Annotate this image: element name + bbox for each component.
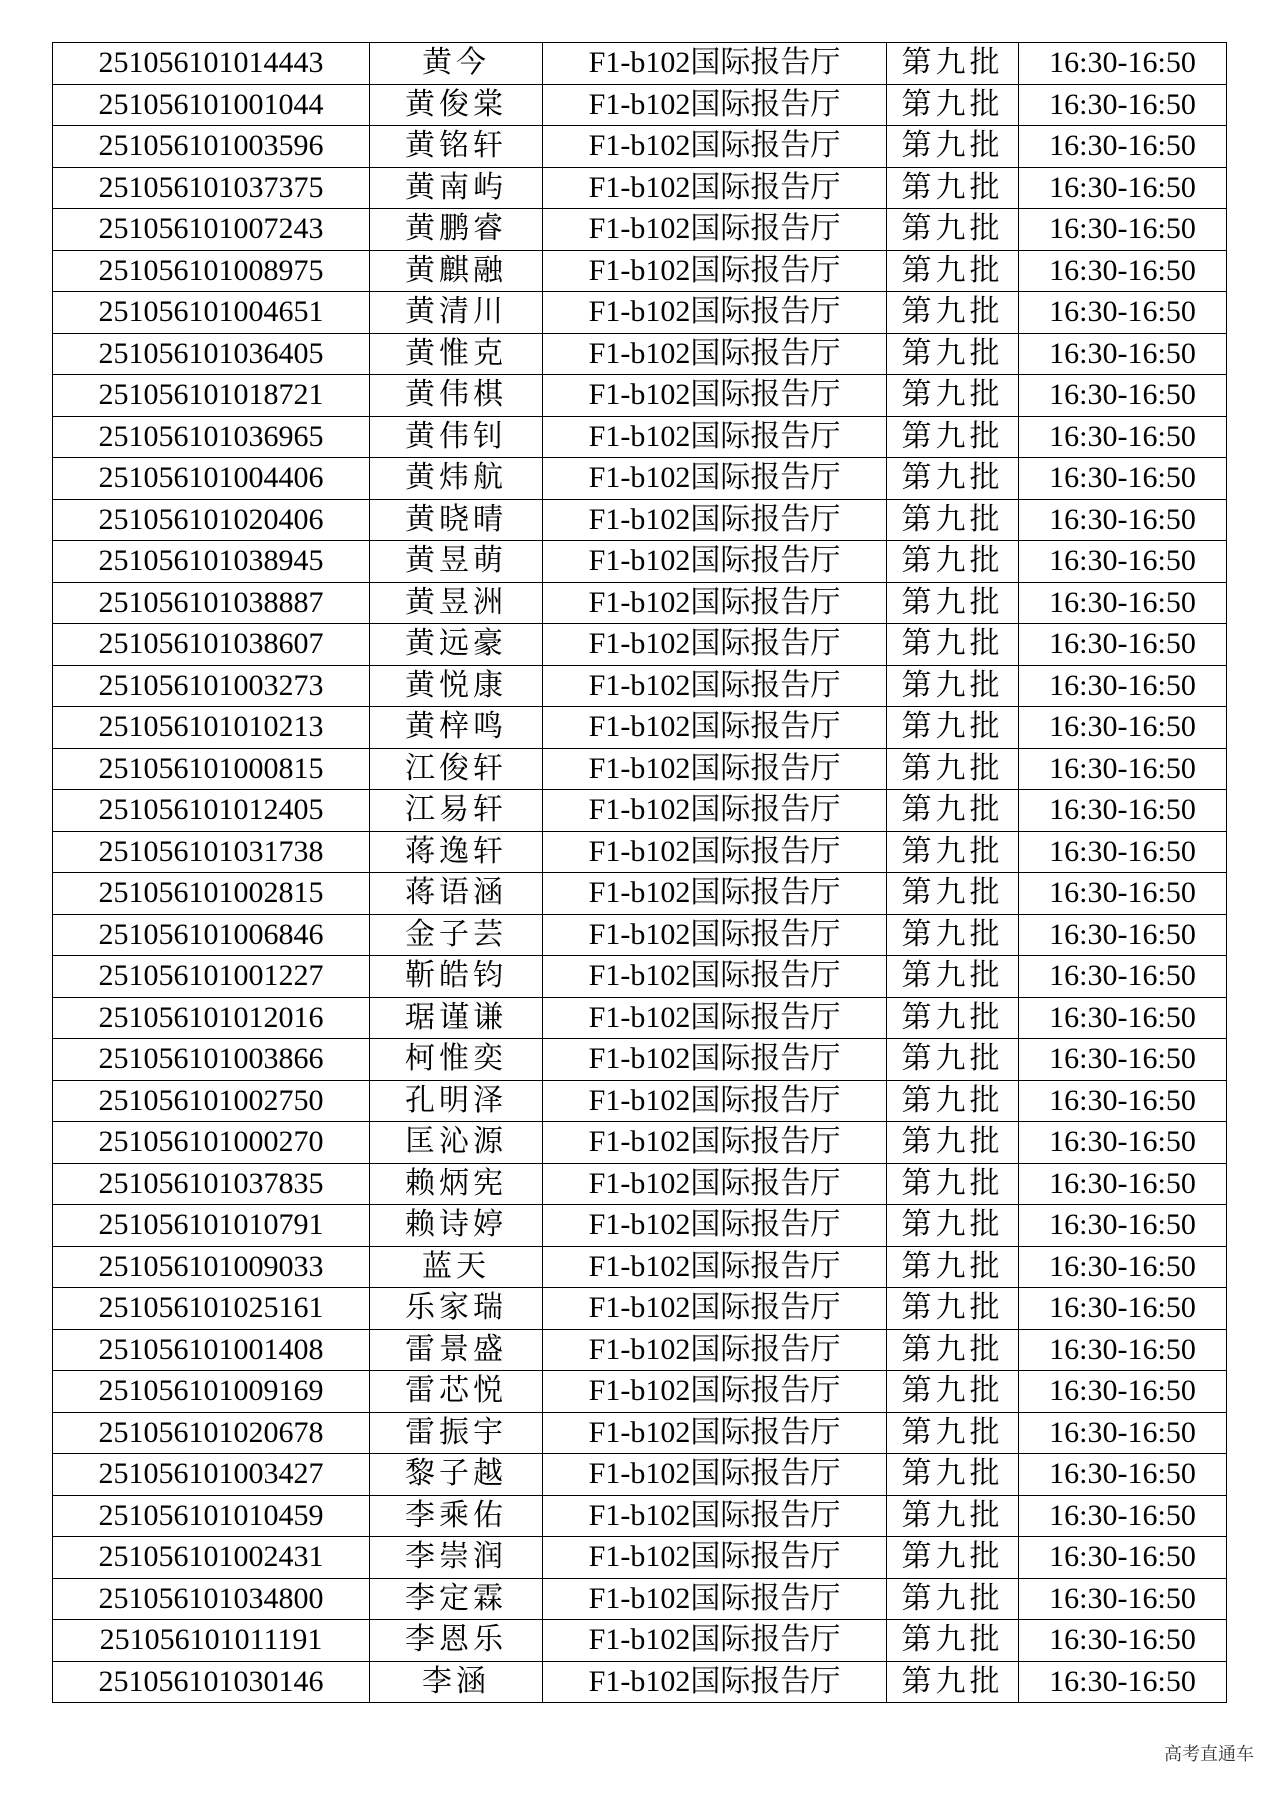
candidate-name-cell: 李恩乐 [370,1620,543,1662]
time-slot-cell: 16:30-16:50 [1019,292,1227,334]
candidate-id-cell: 251056101014443 [53,43,370,85]
table-row [53,1246,1227,1288]
exam-room-cell: F1-b102国际报告厅 [543,997,887,1039]
candidate-name-cell: 黄铭轩 [370,126,543,168]
candidate-name-cell: 雷芯悦 [370,1371,543,1413]
candidate-id-cell: 251056101000815 [53,748,370,790]
table-row [53,209,1227,251]
candidate-id-cell: 251056101002815 [53,873,370,915]
candidate-name-cell: 黄南屿 [370,167,543,209]
time-slot-cell: 16:30-16:50 [1019,1122,1227,1164]
table-row [53,665,1227,707]
batch-cell: 第九批 [887,209,1019,251]
batch-cell: 第九批 [887,790,1019,832]
candidate-id-cell: 251056101004651 [53,292,370,334]
batch-cell: 第九批 [887,375,1019,417]
time-slot-cell: 16:30-16:50 [1019,1371,1227,1413]
candidate-id-cell: 251056101003866 [53,1039,370,1081]
candidate-name-cell: 黄清川 [370,292,543,334]
time-slot-cell: 16:30-16:50 [1019,84,1227,126]
candidate-name-cell: 黄梓鸣 [370,707,543,749]
candidate-id-cell: 251056101001044 [53,84,370,126]
batch-cell: 第九批 [887,84,1019,126]
table-row [53,914,1227,956]
table-row [53,1288,1227,1330]
batch-cell: 第九批 [887,1039,1019,1081]
table-row [53,1495,1227,1537]
candidate-id-cell: 251056101037835 [53,1163,370,1205]
time-slot-cell: 16:30-16:50 [1019,914,1227,956]
exam-room-cell: F1-b102国际报告厅 [543,665,887,707]
candidate-id-cell: 251056101000270 [53,1122,370,1164]
time-slot-cell: 16:30-16:50 [1019,1620,1227,1662]
candidate-name-cell: 柯惟奕 [370,1039,543,1081]
table-row [53,790,1227,832]
batch-cell: 第九批 [887,997,1019,1039]
table-row [53,1537,1227,1579]
candidate-id-cell: 251056101004406 [53,458,370,500]
exam-room-cell: F1-b102国际报告厅 [543,458,887,500]
candidate-name-cell: 雷振宇 [370,1412,543,1454]
roster-sheet [52,42,1227,1703]
candidate-name-cell: 黄昱洲 [370,582,543,624]
time-slot-cell: 16:30-16:50 [1019,167,1227,209]
time-slot-cell: 16:30-16:50 [1019,209,1227,251]
candidate-id-cell: 251056101012405 [53,790,370,832]
candidate-name-cell: 黄伟棋 [370,375,543,417]
candidate-name-cell: 黄麒融 [370,250,543,292]
candidate-id-cell: 251056101011191 [53,1620,370,1662]
time-slot-cell: 16:30-16:50 [1019,126,1227,168]
batch-cell: 第九批 [887,541,1019,583]
table-row [53,84,1227,126]
candidate-id-cell: 251056101001408 [53,1329,370,1371]
table-row [53,1329,1227,1371]
candidate-name-cell: 蒋逸轩 [370,831,543,873]
candidate-name-cell: 黄今 [370,43,543,85]
time-slot-cell: 16:30-16:50 [1019,790,1227,832]
time-slot-cell: 16:30-16:50 [1019,1246,1227,1288]
time-slot-cell: 16:30-16:50 [1019,1080,1227,1122]
exam-room-cell: F1-b102国际报告厅 [543,1537,887,1579]
time-slot-cell: 16:30-16:50 [1019,1288,1227,1330]
exam-room-cell: F1-b102国际报告厅 [543,250,887,292]
candidate-name-cell: 匡沁源 [370,1122,543,1164]
batch-cell: 第九批 [887,1454,1019,1496]
exam-room-cell: F1-b102国际报告厅 [543,582,887,624]
candidate-name-cell: 黄鹏睿 [370,209,543,251]
batch-cell: 第九批 [887,707,1019,749]
candidate-name-cell: 黄悦康 [370,665,543,707]
time-slot-cell: 16:30-16:50 [1019,873,1227,915]
batch-cell: 第九批 [887,1412,1019,1454]
candidate-id-cell: 251056101037375 [53,167,370,209]
batch-cell: 第九批 [887,956,1019,998]
exam-room-cell: F1-b102国际报告厅 [543,126,887,168]
candidate-name-cell: 黎子越 [370,1454,543,1496]
candidate-id-cell: 251056101002750 [53,1080,370,1122]
candidate-name-cell: 李崇润 [370,1537,543,1579]
table-row [53,375,1227,417]
table-row [53,1371,1227,1413]
exam-room-cell: F1-b102国际报告厅 [543,499,887,541]
batch-cell: 第九批 [887,1578,1019,1620]
time-slot-cell: 16:30-16:50 [1019,1661,1227,1703]
exam-room-cell: F1-b102国际报告厅 [543,1329,887,1371]
table-row [53,333,1227,375]
batch-cell: 第九批 [887,1329,1019,1371]
exam-room-cell: F1-b102国际报告厅 [543,914,887,956]
candidate-name-cell: 赖炳宪 [370,1163,543,1205]
time-slot-cell: 16:30-16:50 [1019,748,1227,790]
candidate-id-cell: 251056101008975 [53,250,370,292]
exam-room-cell: F1-b102国际报告厅 [543,831,887,873]
exam-room-cell: F1-b102国际报告厅 [543,1578,887,1620]
time-slot-cell: 16:30-16:50 [1019,1163,1227,1205]
batch-cell: 第九批 [887,665,1019,707]
exam-room-cell: F1-b102国际报告厅 [543,790,887,832]
table-row [53,582,1227,624]
exam-room-cell: F1-b102国际报告厅 [543,1039,887,1081]
time-slot-cell: 16:30-16:50 [1019,665,1227,707]
candidate-name-cell: 靳皓钧 [370,956,543,998]
time-slot-cell: 16:30-16:50 [1019,1454,1227,1496]
candidate-name-cell: 江俊轩 [370,748,543,790]
table-row [53,1578,1227,1620]
table-row [53,541,1227,583]
candidate-id-cell: 251056101001227 [53,956,370,998]
batch-cell: 第九批 [887,1122,1019,1164]
table-row [53,997,1227,1039]
table-row [53,624,1227,666]
candidate-name-cell: 黄晓晴 [370,499,543,541]
batch-cell: 第九批 [887,250,1019,292]
time-slot-cell: 16:30-16:50 [1019,1039,1227,1081]
time-slot-cell: 16:30-16:50 [1019,956,1227,998]
table-row [53,1163,1227,1205]
candidate-id-cell: 251056101030146 [53,1661,370,1703]
batch-cell: 第九批 [887,873,1019,915]
time-slot-cell: 16:30-16:50 [1019,997,1227,1039]
exam-room-cell: F1-b102国际报告厅 [543,209,887,251]
candidate-id-cell: 251056101010791 [53,1205,370,1247]
candidate-name-cell: 黄俊棠 [370,84,543,126]
exam-room-cell: F1-b102国际报告厅 [543,1495,887,1537]
batch-cell: 第九批 [887,458,1019,500]
exam-room-cell: F1-b102国际报告厅 [543,1080,887,1122]
exam-room-cell: F1-b102国际报告厅 [543,1246,887,1288]
exam-room-cell: F1-b102国际报告厅 [543,1620,887,1662]
exam-room-cell: F1-b102国际报告厅 [543,541,887,583]
candidate-id-cell: 251056101012016 [53,997,370,1039]
batch-cell: 第九批 [887,1661,1019,1703]
table-row [53,873,1227,915]
candidate-id-cell: 251056101038607 [53,624,370,666]
candidate-name-cell: 李定霖 [370,1578,543,1620]
batch-cell: 第九批 [887,499,1019,541]
batch-cell: 第九批 [887,582,1019,624]
candidate-id-cell: 251056101002431 [53,1537,370,1579]
candidate-name-cell: 黄远豪 [370,624,543,666]
batch-cell: 第九批 [887,1246,1019,1288]
time-slot-cell: 16:30-16:50 [1019,416,1227,458]
candidate-id-cell: 251056101007243 [53,209,370,251]
time-slot-cell: 16:30-16:50 [1019,1205,1227,1247]
batch-cell: 第九批 [887,831,1019,873]
candidate-id-cell: 251056101009033 [53,1246,370,1288]
batch-cell: 第九批 [887,624,1019,666]
candidate-name-cell: 琚谨谦 [370,997,543,1039]
candidate-id-cell: 251056101010459 [53,1495,370,1537]
batch-cell: 第九批 [887,1080,1019,1122]
table-row [53,499,1227,541]
table-row [53,831,1227,873]
candidate-name-cell: 李乘佑 [370,1495,543,1537]
candidate-id-cell: 251056101003427 [53,1454,370,1496]
candidate-id-cell: 251056101020678 [53,1412,370,1454]
batch-cell: 第九批 [887,167,1019,209]
candidate-id-cell: 251056101036405 [53,333,370,375]
time-slot-cell: 16:30-16:50 [1019,499,1227,541]
table-row [53,458,1227,500]
table-row [53,1205,1227,1247]
batch-cell: 第九批 [887,1288,1019,1330]
time-slot-cell: 16:30-16:50 [1019,375,1227,417]
table-row [53,126,1227,168]
candidate-name-cell: 黄伟钊 [370,416,543,458]
table-row [53,748,1227,790]
table-row [53,167,1227,209]
candidate-name-cell: 乐家瑞 [370,1288,543,1330]
exam-room-cell: F1-b102国际报告厅 [543,873,887,915]
exam-room-cell: F1-b102国际报告厅 [543,1205,887,1247]
table-row [53,250,1227,292]
candidate-id-cell: 251056101038887 [53,582,370,624]
candidate-name-cell: 蓝天 [370,1246,543,1288]
time-slot-cell: 16:30-16:50 [1019,250,1227,292]
candidate-id-cell: 251056101025161 [53,1288,370,1330]
candidate-id-cell: 251056101018721 [53,375,370,417]
exam-room-cell: F1-b102国际报告厅 [543,1122,887,1164]
exam-room-cell: F1-b102国际报告厅 [543,707,887,749]
exam-room-cell: F1-b102国际报告厅 [543,292,887,334]
exam-room-cell: F1-b102国际报告厅 [543,167,887,209]
candidate-id-cell: 251056101009169 [53,1371,370,1413]
exam-room-cell: F1-b102国际报告厅 [543,956,887,998]
table-row [53,1080,1227,1122]
roster-table [52,42,1227,1703]
candidate-id-cell: 251056101034800 [53,1578,370,1620]
time-slot-cell: 16:30-16:50 [1019,1495,1227,1537]
exam-room-cell: F1-b102国际报告厅 [543,333,887,375]
table-row [53,1454,1227,1496]
candidate-name-cell: 孔明泽 [370,1080,543,1122]
candidate-id-cell: 251056101038945 [53,541,370,583]
candidate-id-cell: 251056101003596 [53,126,370,168]
candidate-id-cell: 251056101020406 [53,499,370,541]
exam-room-cell: F1-b102国际报告厅 [543,1661,887,1703]
exam-room-cell: F1-b102国际报告厅 [543,1371,887,1413]
exam-room-cell: F1-b102国际报告厅 [543,748,887,790]
batch-cell: 第九批 [887,914,1019,956]
exam-room-cell: F1-b102国际报告厅 [543,1412,887,1454]
candidate-name-cell: 赖诗婷 [370,1205,543,1247]
time-slot-cell: 16:30-16:50 [1019,43,1227,85]
candidate-name-cell: 黄炜航 [370,458,543,500]
candidate-name-cell: 黄昱萌 [370,541,543,583]
table-row [53,1039,1227,1081]
table-row [53,43,1227,85]
batch-cell: 第九批 [887,126,1019,168]
exam-room-cell: F1-b102国际报告厅 [543,84,887,126]
batch-cell: 第九批 [887,1371,1019,1413]
batch-cell: 第九批 [887,416,1019,458]
batch-cell: 第九批 [887,1495,1019,1537]
batch-cell: 第九批 [887,1205,1019,1247]
candidate-name-cell: 黄惟克 [370,333,543,375]
time-slot-cell: 16:30-16:50 [1019,707,1227,749]
table-row [53,1661,1227,1703]
table-row [53,1122,1227,1164]
candidate-id-cell: 251056101036965 [53,416,370,458]
batch-cell: 第九批 [887,43,1019,85]
table-row [53,416,1227,458]
batch-cell: 第九批 [887,333,1019,375]
time-slot-cell: 16:30-16:50 [1019,333,1227,375]
batch-cell: 第九批 [887,1537,1019,1579]
time-slot-cell: 16:30-16:50 [1019,1329,1227,1371]
roster-table-body [53,43,1227,1703]
time-slot-cell: 16:30-16:50 [1019,582,1227,624]
candidate-name-cell: 金子芸 [370,914,543,956]
exam-room-cell: F1-b102国际报告厅 [543,43,887,85]
candidate-name-cell: 蒋语涵 [370,873,543,915]
candidate-id-cell: 251056101003273 [53,665,370,707]
exam-room-cell: F1-b102国际报告厅 [543,1288,887,1330]
exam-room-cell: F1-b102国际报告厅 [543,1454,887,1496]
batch-cell: 第九批 [887,292,1019,334]
candidate-name-cell: 雷景盛 [370,1329,543,1371]
time-slot-cell: 16:30-16:50 [1019,1412,1227,1454]
candidate-id-cell: 251056101006846 [53,914,370,956]
candidate-id-cell: 251056101010213 [53,707,370,749]
batch-cell: 第九批 [887,1620,1019,1662]
batch-cell: 第九批 [887,1163,1019,1205]
table-row [53,707,1227,749]
table-row [53,292,1227,334]
exam-room-cell: F1-b102国际报告厅 [543,1163,887,1205]
candidate-name-cell: 江易轩 [370,790,543,832]
table-row [53,1412,1227,1454]
table-row [53,956,1227,998]
time-slot-cell: 16:30-16:50 [1019,1578,1227,1620]
time-slot-cell: 16:30-16:50 [1019,541,1227,583]
table-row [53,1620,1227,1662]
candidate-name-cell: 李涵 [370,1661,543,1703]
candidate-id-cell: 251056101031738 [53,831,370,873]
time-slot-cell: 16:30-16:50 [1019,458,1227,500]
batch-cell: 第九批 [887,748,1019,790]
time-slot-cell: 16:30-16:50 [1019,1537,1227,1579]
exam-room-cell: F1-b102国际报告厅 [543,624,887,666]
exam-room-cell: F1-b102国际报告厅 [543,375,887,417]
time-slot-cell: 16:30-16:50 [1019,624,1227,666]
exam-room-cell: F1-b102国际报告厅 [543,416,887,458]
watermark-text: 高考直通车 [1164,1744,1254,1765]
time-slot-cell: 16:30-16:50 [1019,831,1227,873]
